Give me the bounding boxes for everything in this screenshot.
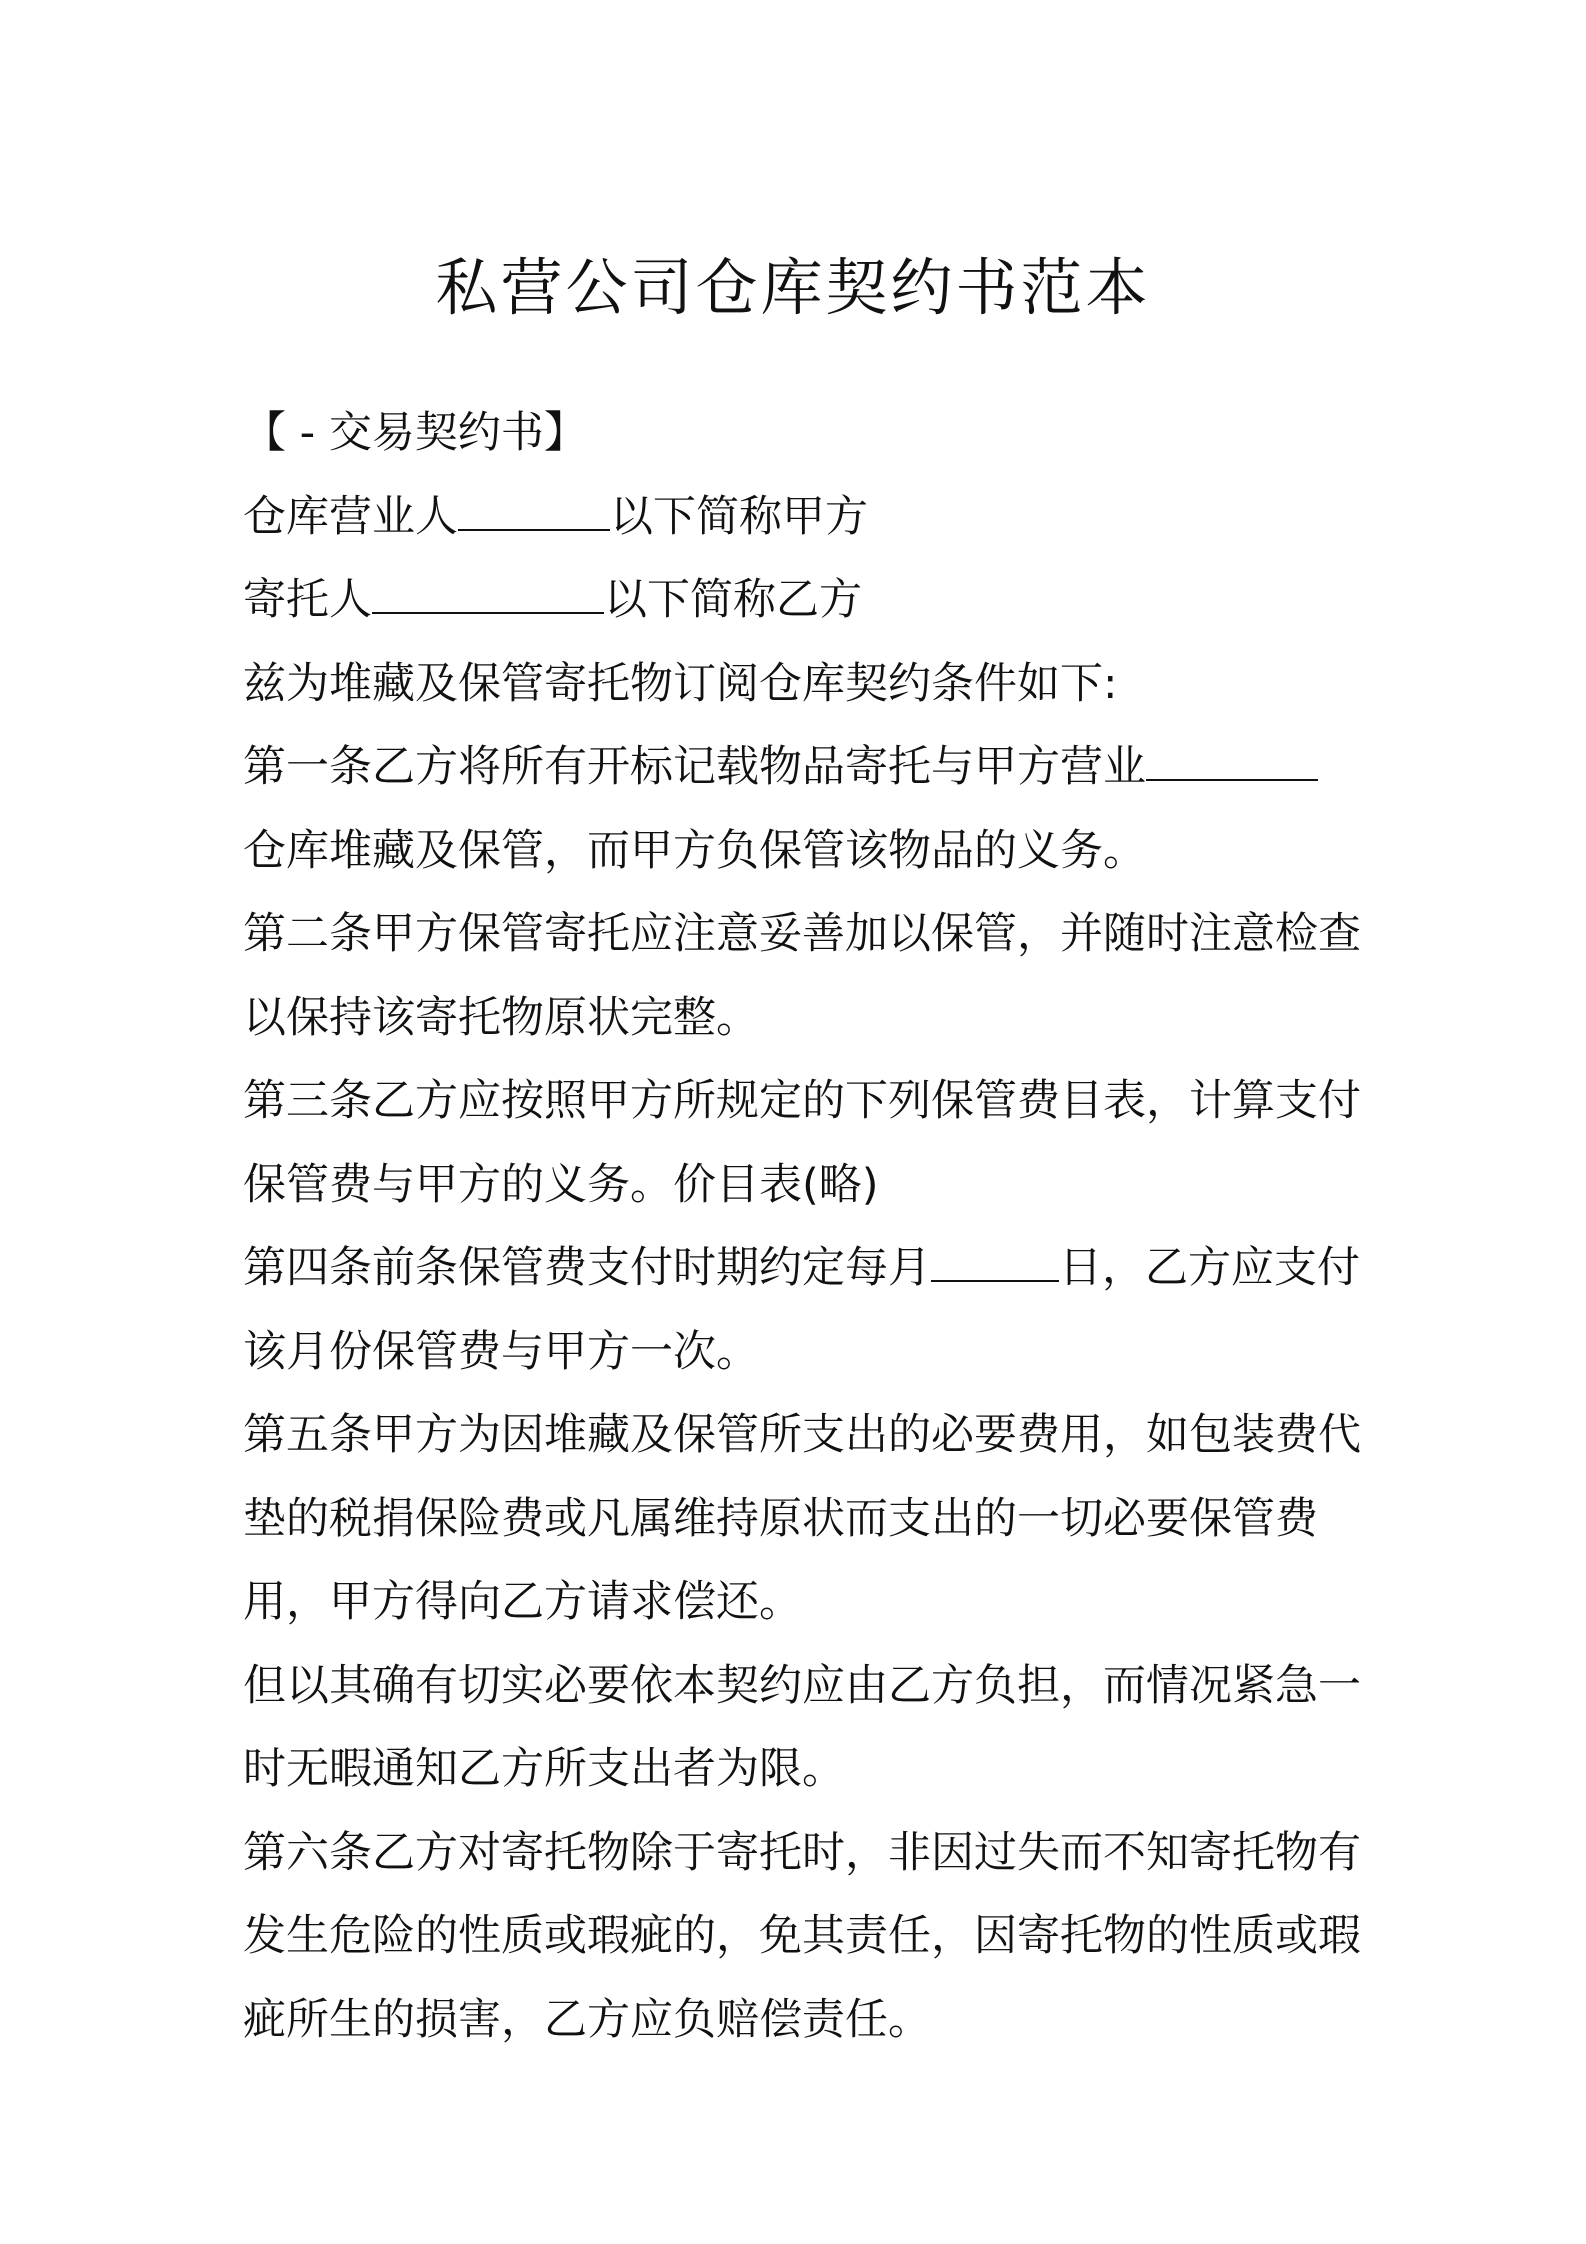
clause-line: 第二条甲方保管寄托应注意妥善加以保管，并随时注意检查 (243, 909, 1361, 959)
fill-blank (372, 566, 604, 614)
clause-line (243, 726, 1353, 810)
fill-blank (1146, 733, 1318, 781)
clause-line (243, 1227, 1360, 1311)
document-title: 私营公司仓库契约书范本 (435, 251, 1151, 324)
clause-line: 该月份保管费与甲方一次。 (243, 1326, 759, 1377)
fill-blank (458, 483, 610, 531)
clause-line: 兹为堆藏及保管寄托物订阅仓库契约条件如下: (243, 658, 1118, 709)
document-body (243, 392, 1361, 2062)
document-subtitle: 【 - 交易契约书】 (243, 408, 587, 458)
line-text: 日，乙方应支付 (1059, 1243, 1360, 1293)
clause-line: 时无暇通知乙方所支出者为限。 (243, 1744, 845, 1794)
clause-line: 保管费与甲方的义务。价目表(略) (243, 1159, 879, 1210)
clause-line: 垫的税捐保险费或凡属维持原状而支出的一切必要保管费 (243, 1493, 1318, 1544)
clause-line: 第五条甲方为因堆藏及保管所支出的必要费用，如包装费代 (243, 1410, 1361, 1460)
clause-line (243, 559, 1353, 643)
line-text: 仓库营业人 (243, 491, 458, 542)
clause-line: 以保持该寄托物原状完整。 (243, 992, 759, 1043)
line-text: 以下简称甲方 (610, 491, 868, 542)
clause-line: 第三条乙方应按照甲方所规定的下列保管费目表，计算支付 (243, 1076, 1361, 1126)
line-text: 第一条乙方将所有开标记载物品寄托与甲方营业 (243, 742, 1146, 792)
fill-blank (931, 1234, 1059, 1282)
clause-line: 第六条乙方对寄托物除于寄托时，非因过失而不知寄托物有 (243, 1827, 1361, 1878)
clause-line (243, 476, 1353, 560)
line-text: 寄托人 (243, 575, 372, 625)
line-text: 以下简称乙方 (604, 575, 862, 625)
line-text: 第四条前条保管费支付时期约定每月 (243, 1243, 931, 1293)
clause-line: 疵所生的损害，乙方应负赔偿责任。 (243, 1994, 931, 2045)
clause-line: 发生危险的性质或瑕疵的，免其责任，因寄托物的性质或瑕 (243, 1911, 1361, 1961)
clause-line: 但以其确有切实必要依本契约应由乙方负担，而情况紧急一 (243, 1660, 1361, 1711)
clause-line: 用，甲方得向乙方请求偿还。 (243, 1577, 802, 1627)
clause-line: 仓库堆藏及保管，而甲方负保管该物品的义务。 (243, 825, 1146, 876)
